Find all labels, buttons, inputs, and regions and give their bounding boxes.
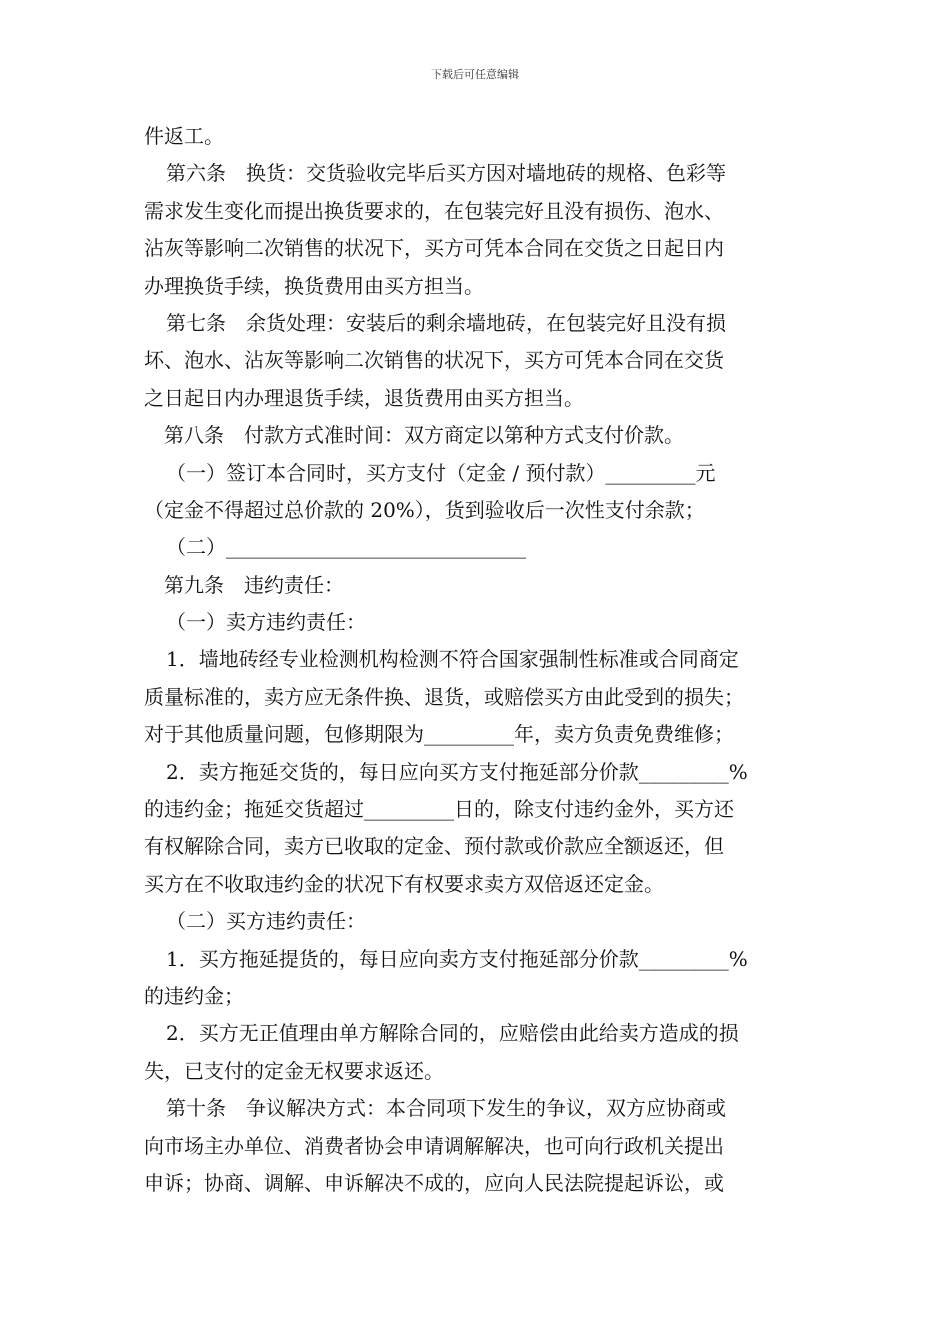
text-line: （一）卖方违约责任： xyxy=(166,610,366,635)
text-line: 质量标准的，卖方应无条件换、退货，或赔偿买方由此受到的损失； xyxy=(144,684,744,709)
text-line: （二）买方违约责任： xyxy=(166,909,366,934)
text-line: 买方在不收取违约金的状况下有权要求卖方双倍返还定金。 xyxy=(144,871,664,896)
text-line: 第七条 余货处理：安装后的剩余墙地砖，在包装完好且没有损 xyxy=(166,310,726,335)
text-line: （定金不得超过总价款的 20%），货到验收后一次性支付余款； xyxy=(144,497,705,522)
text-line: 件返工。 xyxy=(144,124,224,148)
text-line: 第八条 付款方式准时间：双方商定以第种方式支付价款。 xyxy=(164,423,684,448)
text-line: 2．买方无正值理由单方解除合同的，应赔偿由此给卖方造成的损 xyxy=(166,1021,739,1046)
text-line: 失，已支付的定金无权要求返还。 xyxy=(144,1058,444,1083)
text-line: 坏、泡水、沾灰等影响二次销售的状况下，买方可凭本合同在交货 xyxy=(144,348,724,373)
text-line: 沾灰等影响二次销售的状况下，买方可凭本合同在交货之日起日内 xyxy=(144,236,724,261)
page-header: 下载后可任意编辑 xyxy=(431,68,519,81)
text-line: 对于其他质量问题，包修期限为_________年，卖方负责免费维修； xyxy=(144,722,734,747)
text-line: 向市场主办单位、消费者协会申请调解解决，也可向行政机关提出 xyxy=(144,1133,724,1158)
text-line: 申诉；协商、调解、申诉解决不成的，应向人民法院提起诉讼，或 xyxy=(144,1170,724,1195)
text-line: （一）签订本合同时，买方支付（定金 / 预付款）_________元 xyxy=(166,460,716,485)
text-line: 的违约金；拖延交货超过_________日的，除支付违约金外，买方还 xyxy=(144,797,734,822)
text-line: 第六条 换货：交货验收完毕后买方因对墙地砖的规格、色彩等 xyxy=(166,161,726,186)
text-line: 需求发生变化而提出换货要求的，在包装完好且没有损伤、泡水、 xyxy=(144,198,724,223)
text-line: 2．卖方拖延交货的，每日应向买方支付拖延部分价款_________% xyxy=(166,759,748,784)
text-line: 1．墙地砖经专业检测机构检测不符合国家强制性标准或合同商定 xyxy=(166,647,739,672)
text-line: 之日起日内办理退货手续，退货费用由买方担当。 xyxy=(144,385,584,410)
text-line: 办理换货手续，换货费用由买方担当。 xyxy=(144,273,484,298)
text-line: 有权解除合同，卖方已收取的定金、预付款或价款应全额返还，但 xyxy=(144,834,724,859)
text-line: 第十条 争议解决方式：本合同项下发生的争议，双方应协商或 xyxy=(166,1096,726,1121)
text-line: 1．买方拖延提货的，每日应向卖方支付拖延部分价款_________% xyxy=(166,946,748,971)
document-body xyxy=(144,118,809,1202)
text-line: （二）______________________________ xyxy=(166,535,526,560)
text-line: 的违约金； xyxy=(144,983,244,1008)
text-line: 第九条 违约责任： xyxy=(164,572,344,597)
